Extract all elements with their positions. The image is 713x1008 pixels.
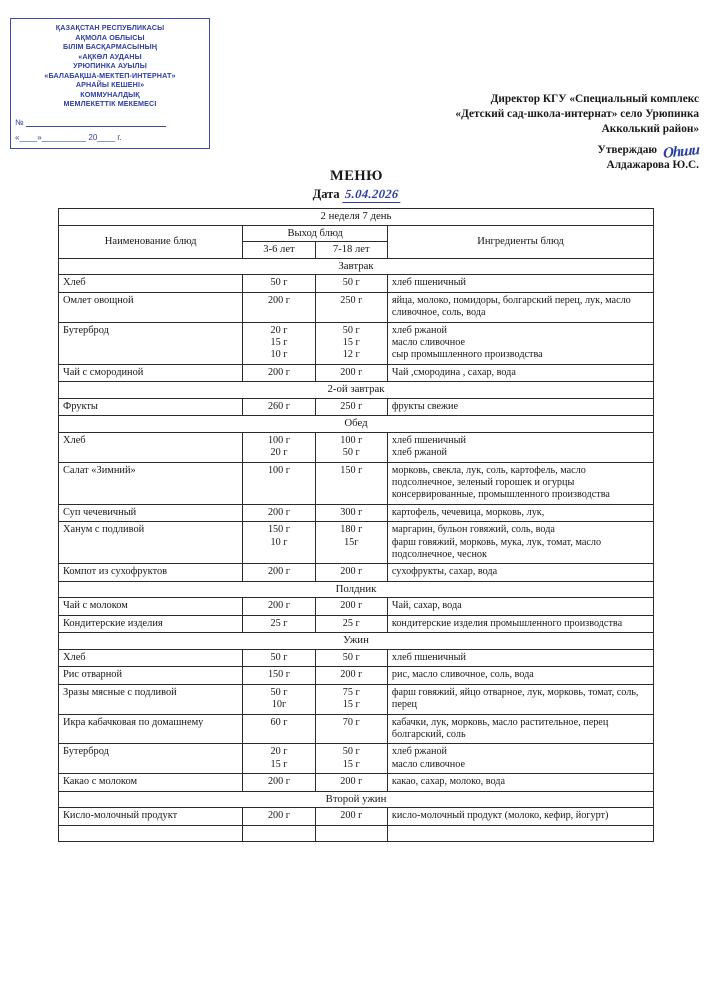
date-value: 5.04.2026 xyxy=(342,187,401,203)
dish-name: Омлет овощной xyxy=(59,292,243,322)
stamp-line: «БАЛАБАҚША-МЕКТЕП-ИНТЕРНАТ» xyxy=(44,70,176,80)
table-row xyxy=(59,714,654,744)
dish-name: Компот из сухофруктов xyxy=(59,564,243,581)
portion-7-18: 75 г 15 г xyxy=(315,684,387,714)
menu-table xyxy=(58,208,654,842)
dish-name: Салат «Зимний» xyxy=(59,462,243,504)
portion-7-18: 25 г xyxy=(315,615,387,632)
portion-3-6: 200 г xyxy=(243,774,315,791)
header-output: Выход блюд xyxy=(243,225,388,242)
week-day-label: 2 неделя 7 день xyxy=(59,209,654,226)
portion-7-18: 70 г xyxy=(315,714,387,744)
dish-name: Фрукты xyxy=(59,398,243,415)
meal-section-header xyxy=(59,791,654,808)
dish-ingredients: фрукты свежие xyxy=(387,398,653,415)
dish-ingredients: какао, сахар, молоко, вода xyxy=(387,774,653,791)
meal-section-title: Ужин xyxy=(59,633,654,650)
table-row xyxy=(59,598,654,615)
table-row xyxy=(59,462,654,504)
dish-ingredients: хлеб пшеничный хлеб ржаной xyxy=(387,432,653,462)
dish-name: Какао с молоком xyxy=(59,774,243,791)
dish-name: Кондитерские изделия xyxy=(59,615,243,632)
portion-3-6: 100 г 20 г xyxy=(243,432,315,462)
stamp-number-label: № xyxy=(15,117,24,127)
meal-section-header xyxy=(59,258,654,275)
week-day-row xyxy=(59,209,654,226)
portion-3-6: 25 г xyxy=(243,615,315,632)
portion-3-6: 150 г xyxy=(243,667,315,684)
approval-line-1: Директор КГУ «Специальный комплекс xyxy=(490,93,699,105)
dish-name: Суп чечевичный xyxy=(59,504,243,521)
portion-3-6: 200 г xyxy=(243,564,315,581)
dish-ingredients: фарш говяжий, яйцо отварное, лук, морковь, томат, соль, перец xyxy=(387,684,653,714)
dish-name: Бутерброд xyxy=(59,744,243,774)
dish-name: Икра кабачковая по домашнему xyxy=(59,714,243,744)
table-row-empty xyxy=(59,825,654,842)
portion-7-18: 100 г 50 г xyxy=(315,432,387,462)
approve-label: Утверждаю xyxy=(597,144,657,156)
meal-section-header xyxy=(59,633,654,650)
portion-3-6: 50 г xyxy=(243,275,315,292)
portion-7-18: 150 г xyxy=(315,462,387,504)
dish-ingredients: яйца, молоко, помидоры, болгарский перец, лук, масло сливочное, соль, вода xyxy=(387,292,653,322)
portion-7-18: 250 г xyxy=(315,398,387,415)
director-name: Алдажарова Ю.С. xyxy=(606,159,699,171)
stamp-line: МЕМЛЕКЕТТІК МЕКЕМЕСІ xyxy=(63,99,157,108)
dish-name: Хлеб xyxy=(59,275,243,292)
stamp-number-row xyxy=(15,117,205,127)
stamp-line: ҚАЗАҚСТАН РЕСПУБЛИКАСЫ xyxy=(55,23,165,32)
dish-ingredients: Чай, сахар, вода xyxy=(387,598,653,615)
dish-ingredients: маргарин, бульон говяжий, соль, вода фарш говяжий, морковь, мука, лук, томат, масло подсолнечное, чеснок xyxy=(387,522,653,564)
header-age-7-18: 7-18 лет xyxy=(315,242,387,259)
table-row xyxy=(59,808,654,825)
empty-cell xyxy=(59,825,243,842)
table-row xyxy=(59,275,654,292)
dish-name: Рис отварной xyxy=(59,667,243,684)
portion-3-6: 20 г 15 г xyxy=(243,744,315,774)
table-row xyxy=(59,649,654,666)
portion-3-6: 200 г xyxy=(243,598,315,615)
meal-section-title: Обед xyxy=(59,416,654,433)
date-label: Дата xyxy=(312,187,340,201)
portion-3-6: 260 г xyxy=(243,398,315,415)
portion-7-18: 200 г xyxy=(315,564,387,581)
portion-3-6: 150 г 10 г xyxy=(243,522,315,564)
dish-name: Зразы мясные с подливой xyxy=(59,684,243,714)
director-signature: Оһши xyxy=(663,142,699,162)
stamp-line: «АҚКӨЛ АУДАНЫ xyxy=(78,51,142,61)
table-row xyxy=(59,322,654,364)
dish-ingredients: кабачки, лук, морковь, масло растительное, перец болгарский, соль xyxy=(387,714,653,744)
table-row xyxy=(59,522,654,564)
portion-3-6: 200 г xyxy=(243,292,315,322)
dish-name: Чай с молоком xyxy=(59,598,243,615)
meal-section-header xyxy=(59,581,654,598)
portion-7-18: 200 г xyxy=(315,808,387,825)
portion-3-6: 200 г xyxy=(243,808,315,825)
table-row xyxy=(59,364,654,381)
document-date-row xyxy=(313,187,401,203)
table-row xyxy=(59,564,654,581)
portion-3-6: 50 г xyxy=(243,649,315,666)
dish-ingredients: Чай ,смородина , сахар, вода xyxy=(387,364,653,381)
dish-name: Кисло-молочный продукт xyxy=(59,808,243,825)
stamp-number-blank xyxy=(26,117,166,127)
organization-stamp xyxy=(10,18,210,149)
stamp-line: КОММУНАЛДЫҚ xyxy=(80,89,140,99)
stamp-line: БІЛІМ БАСҚАРМАСЫНЫҢ xyxy=(62,42,158,51)
dish-name: Чай с смородиной xyxy=(59,364,243,381)
dish-ingredients: хлеб ржаной масло сливочное xyxy=(387,744,653,774)
dish-name: Хлеб xyxy=(59,432,243,462)
dish-ingredients: морковь, свекла, лук, соль, картофель, масло подсолнечное, зеленый горошек и огурцы консервированные, промышленного производства xyxy=(387,462,653,504)
dish-ingredients: рис, масло сливочное, соль, вода xyxy=(387,667,653,684)
header-ingredients: Ингредиенты блюд xyxy=(387,225,653,258)
dish-ingredients: хлеб пшеничный xyxy=(387,649,653,666)
portion-3-6: 60 г xyxy=(243,714,315,744)
header-name: Наименование блюд xyxy=(59,225,243,258)
dish-ingredients: хлеб пшеничный xyxy=(387,275,653,292)
approval-block xyxy=(399,92,699,173)
dish-ingredients: кондитерские изделия промышленного производства xyxy=(387,615,653,632)
meal-section-header xyxy=(59,382,654,399)
title-block xyxy=(0,168,713,203)
table-row xyxy=(59,432,654,462)
portion-7-18: 250 г xyxy=(315,292,387,322)
table-header-row xyxy=(59,225,654,242)
portion-7-18: 180 г 15г xyxy=(315,522,387,564)
empty-cell xyxy=(387,825,653,842)
stamp-date-label: «____»__________ 20____ г. xyxy=(15,132,122,142)
table-row xyxy=(59,504,654,521)
portion-7-18: 50 г xyxy=(315,649,387,666)
portion-7-18: 50 г 15 г 12 г xyxy=(315,322,387,364)
meal-section-title: Завтрак xyxy=(59,258,654,275)
empty-cell xyxy=(243,825,315,842)
portion-7-18: 50 г xyxy=(315,275,387,292)
portion-3-6: 200 г xyxy=(243,364,315,381)
portion-7-18: 200 г xyxy=(315,364,387,381)
table-row xyxy=(59,684,654,714)
stamp-line: АРНАЙЫ КЕШЕНІ» xyxy=(75,80,145,89)
header-age-3-6: 3-6 лет xyxy=(243,242,315,259)
dish-name: Хлеб xyxy=(59,649,243,666)
portion-3-6: 20 г 15 г 10 г xyxy=(243,322,315,364)
page-title: МЕНЮ xyxy=(330,168,383,184)
portion-7-18: 300 г xyxy=(315,504,387,521)
portion-7-18: 200 г xyxy=(315,774,387,791)
meal-section-header xyxy=(59,416,654,433)
meal-section-title: Полдник xyxy=(59,581,654,598)
empty-cell xyxy=(315,825,387,842)
dish-ingredients: хлеб ржаной масло сливочное сыр промышленного производства xyxy=(387,322,653,364)
dish-ingredients: кисло-молочный продукт (молоко, кефир, йогурт) xyxy=(387,808,653,825)
stamp-line: АҚМОЛА ОБЛЫСЫ xyxy=(75,32,145,42)
approval-signature-row xyxy=(399,142,699,162)
portion-7-18: 200 г xyxy=(315,667,387,684)
approval-line-3: Акколький район» xyxy=(601,123,699,135)
dish-ingredients: сухофрукты, сахар, вода xyxy=(387,564,653,581)
table-row xyxy=(59,774,654,791)
stamp-line: УРЮПИНКА АУЫЛЫ xyxy=(73,61,147,70)
table-row xyxy=(59,292,654,322)
portion-3-6: 50 г 10г xyxy=(243,684,315,714)
dish-name: Бутерброд xyxy=(59,322,243,364)
stamp-date-row xyxy=(15,133,205,142)
approval-line-2: «Детский сад-школа-интернат» село Урюпинка xyxy=(455,108,699,120)
table-row xyxy=(59,398,654,415)
meal-section-title: Второй ужин xyxy=(59,791,654,808)
dish-ingredients: картофель, чечевица, морковь, лук, xyxy=(387,504,653,521)
portion-3-6: 100 г xyxy=(243,462,315,504)
table-row xyxy=(59,667,654,684)
portion-3-6: 200 г xyxy=(243,504,315,521)
table-row xyxy=(59,744,654,774)
dish-name: Ханум с подливой xyxy=(59,522,243,564)
meal-section-title: 2-ой завтрак xyxy=(59,382,654,399)
portion-7-18: 200 г xyxy=(315,598,387,615)
table-row xyxy=(59,615,654,632)
portion-7-18: 50 г 15 г xyxy=(315,744,387,774)
